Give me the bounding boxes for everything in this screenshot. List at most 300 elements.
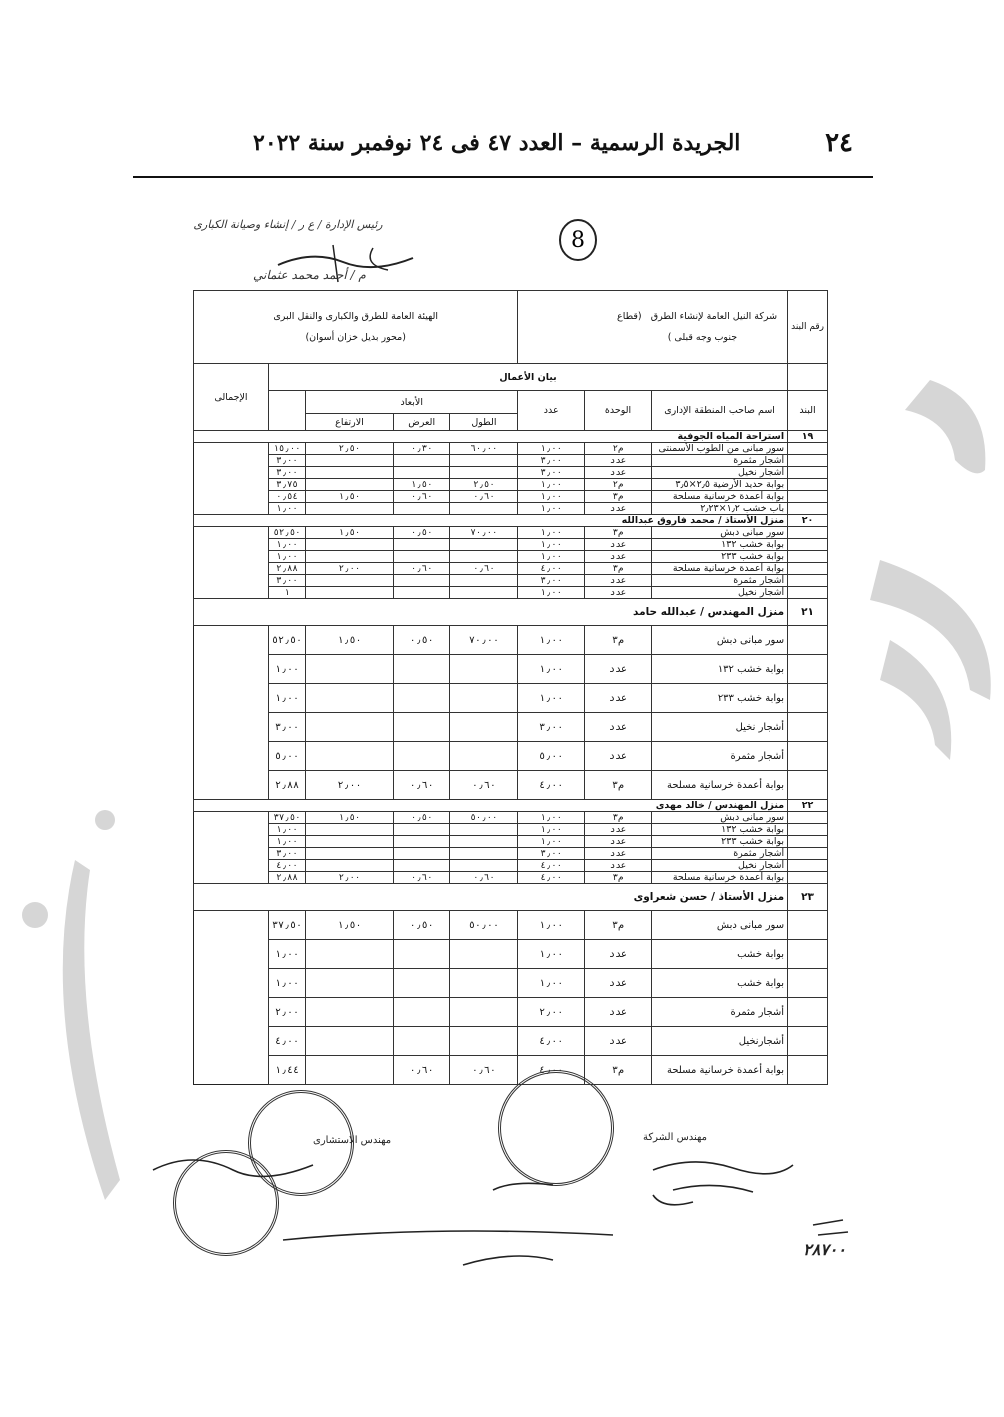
- col-unit: الوحدة: [585, 391, 652, 431]
- row-total: ٣٧٫٥٠: [268, 911, 305, 940]
- row-blank: [788, 587, 828, 599]
- row-count: ٤٫٠٠: [518, 872, 585, 884]
- row-blank: [788, 742, 828, 771]
- row-total: ١٫٠٠: [268, 824, 305, 836]
- row-blank: [788, 812, 828, 824]
- table-row: [194, 742, 828, 771]
- section-row: [194, 599, 828, 626]
- row-total: ٣٫٠٠: [268, 575, 305, 587]
- company-engineer-label: مهندس الشركة: [643, 1132, 708, 1143]
- row-height: [306, 455, 394, 467]
- table-row: [194, 551, 828, 563]
- row-description: بوابة أعمدة خرسانية مسلحة: [652, 771, 788, 800]
- row-width: [393, 539, 449, 551]
- row-count: ١٫٠٠: [518, 940, 585, 969]
- row-total: ١٫٠٠: [268, 539, 305, 551]
- col-width: العرض: [393, 414, 449, 431]
- row-description: أشجار نخيل: [652, 467, 788, 479]
- row-total: ٣٧٫٥٠: [268, 812, 305, 824]
- row-unit: عدد: [585, 998, 652, 1027]
- row-count: ٥٫٠٠: [518, 742, 585, 771]
- row-count: ١٫٠٠: [518, 812, 585, 824]
- table-row: [194, 1027, 828, 1056]
- row-length: ٠٫٦٠: [450, 491, 518, 503]
- row-length: [450, 713, 518, 742]
- table-row: [194, 860, 828, 872]
- row-unit: عدد: [585, 860, 652, 872]
- col-height: الارتفاع: [306, 414, 394, 431]
- row-width: ٠٫٥٠: [393, 527, 449, 539]
- header-row-2: [194, 391, 828, 414]
- table-row: [194, 848, 828, 860]
- row-width: [393, 742, 449, 771]
- row-width: [393, 998, 449, 1027]
- row-width: [393, 551, 449, 563]
- row-description: سور مبانى دبش: [652, 626, 788, 655]
- row-count: ١٫٠٠: [518, 539, 585, 551]
- row-length: ٥٠٫٠٠: [450, 911, 518, 940]
- row-length: [450, 455, 518, 467]
- row-count: ٢٫٠٠: [518, 998, 585, 1027]
- row-unit: عدد: [585, 539, 652, 551]
- row-width: ٠٫٦٠: [393, 771, 449, 800]
- row-description: أشجار مثمرة: [652, 998, 788, 1027]
- row-count: ٣٫٠٠: [518, 848, 585, 860]
- row-unit: عدد: [585, 824, 652, 836]
- row-count: ١٫٠٠: [518, 587, 585, 599]
- row-length: [450, 1027, 518, 1056]
- row-blank: [788, 455, 828, 467]
- row-total: ٣٫٠٠: [268, 467, 305, 479]
- row-unit: عدد: [585, 455, 652, 467]
- row-height: ١٫٥٠: [306, 911, 394, 940]
- row-blank: [788, 998, 828, 1027]
- row-count: ٤٫٠٠: [518, 1027, 585, 1056]
- table-row: [194, 587, 828, 599]
- row-unit: عدد: [585, 940, 652, 969]
- row-description: بوابة أعمدة خرسانية مسلحة: [652, 563, 788, 575]
- row-height: [306, 479, 394, 491]
- row-length: [450, 836, 518, 848]
- row-total: ٣٫٠٠: [268, 848, 305, 860]
- col-length: الطول: [450, 414, 518, 431]
- signatures-graphic: [133, 1140, 873, 1300]
- handwritten-name: م / أحمد محمد عثماني: [253, 268, 366, 282]
- row-height: [306, 1056, 394, 1085]
- row-width: ٠٫٦٠: [393, 563, 449, 575]
- row-width: ٠٫٥٠: [393, 911, 449, 940]
- row-width: [393, 1027, 449, 1056]
- page-title: الجريدة الرسمية – العدد ٤٧ فى ٢٤ نوفمبر سنة ٢٠٢٢: [253, 130, 741, 156]
- row-blank: [788, 940, 828, 969]
- row-total: ١٫٤٤: [268, 1056, 305, 1085]
- table-row: [194, 940, 828, 969]
- row-description: بوابة أعمدة خرسانية مسلحة: [652, 491, 788, 503]
- row-width: [393, 824, 449, 836]
- row-unit: م٣: [585, 563, 652, 575]
- table-row: [194, 443, 828, 455]
- table-row: [194, 911, 828, 940]
- row-height: [306, 848, 394, 860]
- row-length: ٠٫٦٠: [450, 563, 518, 575]
- row-length: [450, 575, 518, 587]
- row-height: [306, 551, 394, 563]
- row-unit: م٣: [585, 812, 652, 824]
- row-height: ٢٫٠٠: [306, 872, 394, 884]
- page-number: ٢٤: [825, 128, 853, 158]
- works-table: [193, 290, 828, 1085]
- row-length: ٠٫٦٠: [450, 1056, 518, 1085]
- row-height: [306, 836, 394, 848]
- row-unit: م٣: [585, 771, 652, 800]
- row-length: [450, 940, 518, 969]
- row-unit: م٣: [585, 1056, 652, 1085]
- row-length: [450, 467, 518, 479]
- row-blank: [788, 467, 828, 479]
- table-title-row: [194, 291, 828, 364]
- table-row: [194, 479, 828, 491]
- row-unit: عدد: [585, 503, 652, 515]
- section-number: ٢٣: [788, 884, 828, 911]
- col-total: الإجمالى: [194, 364, 269, 431]
- row-total: ٢٫٨٨: [268, 771, 305, 800]
- row-length: ٠٫٦٠: [450, 872, 518, 884]
- row-total: ١٫٠٠: [268, 969, 305, 998]
- row-total: ١: [268, 587, 305, 599]
- row-width: [393, 848, 449, 860]
- section-row: [194, 515, 828, 527]
- row-count: ١٫٠٠: [518, 836, 585, 848]
- row-width: ٠٫٥٠: [393, 626, 449, 655]
- row-total: ٤٫٠٠: [268, 860, 305, 872]
- row-width: [393, 860, 449, 872]
- table-row: [194, 969, 828, 998]
- row-length: [450, 860, 518, 872]
- row-blank: [788, 491, 828, 503]
- row-width: [393, 684, 449, 713]
- table-row: [194, 455, 828, 467]
- company-name: شركة النيل العامة لإنشاء الطرق: [650, 311, 778, 322]
- row-total: ٥٫٠٠: [268, 742, 305, 771]
- row-length: [450, 684, 518, 713]
- table-row: [194, 539, 828, 551]
- row-height: [306, 587, 394, 599]
- works-statement: بيان الأعمال: [268, 364, 787, 391]
- table-row: [194, 1056, 828, 1085]
- section-number: ٢٠: [788, 515, 828, 527]
- row-unit: م٣: [585, 626, 652, 655]
- row-count: ٤٫٠٠: [518, 860, 585, 872]
- row-description: بوابة أعمدة خرسانية مسلحة: [652, 1056, 788, 1085]
- table-row: [194, 655, 828, 684]
- col-owner: اسم صاحب المنطقة الإدارى: [652, 391, 788, 431]
- row-length: [450, 998, 518, 1027]
- row-blank: [788, 563, 828, 575]
- row-width: ٠٫٣٠: [393, 443, 449, 455]
- row-blank: [788, 836, 828, 848]
- row-width: [393, 575, 449, 587]
- row-count: ١٫٠٠: [518, 626, 585, 655]
- row-total: ٥٢٫٥٠: [268, 527, 305, 539]
- row-blank: [788, 771, 828, 800]
- row-height: ٢٫٥٠: [306, 443, 394, 455]
- row-count: ١٫٠٠: [518, 684, 585, 713]
- row-blank: [788, 848, 828, 860]
- row-height: ٢٫٠٠: [306, 563, 394, 575]
- row-height: [306, 655, 394, 684]
- row-description: سور مبانى دبش: [652, 911, 788, 940]
- row-total: ١٫٠٠: [268, 940, 305, 969]
- col-item: البند: [788, 391, 828, 431]
- row-count: ٤٫٠٠: [518, 1056, 585, 1085]
- row-height: [306, 1027, 394, 1056]
- row-height: ١٫٥٠: [306, 491, 394, 503]
- row-unit: عدد: [585, 836, 652, 848]
- row-count: ١٫٠٠: [518, 824, 585, 836]
- row-description: بوابة أعمدة خرسانية مسلحة: [652, 872, 788, 884]
- row-unit: م٢: [585, 443, 652, 455]
- row-unit: عدد: [585, 969, 652, 998]
- row-width: ٠٫٦٠: [393, 872, 449, 884]
- row-count: ١٫٠٠: [518, 479, 585, 491]
- table-row: [194, 684, 828, 713]
- row-width: [393, 713, 449, 742]
- row-description: سور مبانى من الطوب الأسمنتى: [652, 443, 788, 455]
- bottom-number: ٢٨٧٠٠: [803, 1240, 846, 1259]
- row-height: ٢٫٠٠: [306, 771, 394, 800]
- row-count: ١٫٠٠: [518, 911, 585, 940]
- row-unit: م٢: [585, 479, 652, 491]
- row-count: ١٫٠٠: [518, 969, 585, 998]
- row-unit: م٣: [585, 527, 652, 539]
- row-length: ٧٠٫٠٠: [450, 527, 518, 539]
- row-unit: م٣: [585, 491, 652, 503]
- section-number: ٢٢: [788, 800, 828, 812]
- row-total: ٠٫٥٤: [268, 491, 305, 503]
- row-blank: [788, 860, 828, 872]
- row-height: [306, 860, 394, 872]
- row-blank: [788, 824, 828, 836]
- row-description: بوابة خشب ١٣٢: [652, 655, 788, 684]
- row-description: أشجارنخيل: [652, 1027, 788, 1056]
- row-count: ٣٫٠٠: [518, 467, 585, 479]
- row-description: باب خشب ١٫٢×٢٫٢٣: [652, 503, 788, 515]
- row-total: ٤٫٠٠: [268, 1027, 305, 1056]
- sector-sub: جنوب وجه قبلى ): [667, 332, 738, 343]
- row-description: بوابة خشب ٢٣٣: [652, 551, 788, 563]
- section-title: منزل الأستاذ / محمد فاروق عبدالله: [194, 515, 788, 527]
- row-description: بوابة خشب: [652, 969, 788, 998]
- row-length: [450, 824, 518, 836]
- row-length: [450, 587, 518, 599]
- row-height: [306, 969, 394, 998]
- row-description: سور مبانى دبش: [652, 527, 788, 539]
- consultant-engineer-label: مهندس الاستشارى: [313, 1135, 392, 1146]
- section-title: استراحة المياه الجوفية: [194, 431, 788, 443]
- row-height: [306, 539, 394, 551]
- circled-number: 8: [571, 228, 585, 253]
- company-cell: [518, 291, 788, 364]
- row-length: ٧٠٫٠٠: [450, 626, 518, 655]
- row-description: أشجار نخيل: [652, 860, 788, 872]
- table-row: [194, 824, 828, 836]
- col-dims: الأبعاد: [306, 391, 518, 414]
- row-width: [393, 503, 449, 515]
- row-length: ٠٫٦٠: [450, 771, 518, 800]
- table-row: [194, 503, 828, 515]
- row-length: [450, 848, 518, 860]
- row-blank: [788, 551, 828, 563]
- row-count: ٣٫٠٠: [518, 713, 585, 742]
- row-width: ١٫٥٠: [393, 479, 449, 491]
- row-description: أشجار نخيل: [652, 587, 788, 599]
- row-total: ١٫٠٠: [268, 655, 305, 684]
- row-length: [450, 539, 518, 551]
- serial-label: رقم البند: [788, 291, 828, 364]
- row-count: ١٫٠٠: [518, 443, 585, 455]
- authority-sub: (محور بديل خزان أسوان): [305, 332, 406, 343]
- row-description: بوابة خشب ٢٣٣: [652, 684, 788, 713]
- row-blank: [788, 443, 828, 455]
- row-total: ١٫٠٠: [268, 551, 305, 563]
- row-width: [393, 836, 449, 848]
- section-title: منزل المهندس / عبدالله حامد: [194, 599, 788, 626]
- section-title: منزل المهندس / خالد مهدى: [194, 800, 788, 812]
- row-unit: عدد: [585, 742, 652, 771]
- row-blank: [788, 655, 828, 684]
- row-unit: عدد: [585, 587, 652, 599]
- sector-label: (قطاع: [617, 311, 642, 322]
- row-description: أشجار نخيل: [652, 713, 788, 742]
- row-width: [393, 467, 449, 479]
- row-total: ١٫٠٠: [268, 684, 305, 713]
- row-total: ٢٫٨٨: [268, 872, 305, 884]
- row-height: [306, 503, 394, 515]
- row-description: بوابة خشب ١٣٢: [652, 824, 788, 836]
- table-row: [194, 626, 828, 655]
- row-length: [450, 551, 518, 563]
- table-row: [194, 563, 828, 575]
- row-blank: [788, 503, 828, 515]
- row-width: ٠٫٦٠: [393, 1056, 449, 1085]
- row-height: [306, 467, 394, 479]
- table-row: [194, 872, 828, 884]
- row-total: ٢٫٨٨: [268, 563, 305, 575]
- row-description: أشجار مثمرة: [652, 742, 788, 771]
- row-total: ١٥٫٠٠: [268, 443, 305, 455]
- row-description: بوابة خشب: [652, 940, 788, 969]
- row-count: ٣٫٠٠: [518, 575, 585, 587]
- row-length: [450, 742, 518, 771]
- row-count: ٤٫٠٠: [518, 563, 585, 575]
- row-blank: [788, 872, 828, 884]
- row-description: بوابة حديد الأرضية ٢٫٥×٣٫٥: [652, 479, 788, 491]
- row-blank: [788, 684, 828, 713]
- table-row: [194, 527, 828, 539]
- row-width: [393, 587, 449, 599]
- row-total: ٣٫٠٠: [268, 713, 305, 742]
- row-width: ٠٫٦٠: [393, 491, 449, 503]
- row-length: [450, 655, 518, 684]
- row-height: [306, 575, 394, 587]
- section-title: منزل الأستاذ / حسن شعراوى: [194, 884, 788, 911]
- col-count: عدد: [518, 391, 585, 431]
- row-blank: [788, 575, 828, 587]
- row-height: ١٫٥٠: [306, 812, 394, 824]
- table-row: [194, 812, 828, 824]
- section-row: [194, 431, 828, 443]
- row-height: [306, 824, 394, 836]
- row-height: ١٫٥٠: [306, 626, 394, 655]
- table-row: [194, 575, 828, 587]
- row-length: [450, 503, 518, 515]
- row-description: سور مبانى دبش: [652, 812, 788, 824]
- row-count: ١٫٠٠: [518, 527, 585, 539]
- row-count: ٣٫٠٠: [518, 455, 585, 467]
- section-number: ٢١: [788, 599, 828, 626]
- row-length: ٦٠٫٠٠: [450, 443, 518, 455]
- row-unit: عدد: [585, 713, 652, 742]
- section-number: ١٩: [788, 431, 828, 443]
- row-height: [306, 713, 394, 742]
- circled-number-icon: [553, 215, 603, 265]
- row-total: ٣٫٧٥: [268, 479, 305, 491]
- table-row: [194, 467, 828, 479]
- row-total: ٥٢٫٥٠: [268, 626, 305, 655]
- row-total: ١٫٠٠: [268, 836, 305, 848]
- section-row: [194, 884, 828, 911]
- row-height: [306, 684, 394, 713]
- row-count: ١٫٠٠: [518, 491, 585, 503]
- row-height: [306, 940, 394, 969]
- row-length: ٢٫٥٠: [450, 479, 518, 491]
- row-blank: [788, 539, 828, 551]
- row-blank: [788, 479, 828, 491]
- row-unit: عدد: [585, 684, 652, 713]
- row-count: ٤٫٠٠: [518, 771, 585, 800]
- row-width: [393, 940, 449, 969]
- row-count: ١٫٠٠: [518, 551, 585, 563]
- table-row: [194, 713, 828, 742]
- row-blank: [788, 713, 828, 742]
- table-row: [194, 491, 828, 503]
- row-width: [393, 655, 449, 684]
- row-total: ١٫٠٠: [268, 503, 305, 515]
- row-width: [393, 969, 449, 998]
- row-length: ٥٠٫٠٠: [450, 812, 518, 824]
- authority-name: الهيئة العامة للطرق والكبارى والنقل البرى: [273, 311, 439, 322]
- row-blank: [788, 626, 828, 655]
- row-unit: م٣: [585, 911, 652, 940]
- row-length: [450, 969, 518, 998]
- row-count: ١٫٠٠: [518, 503, 585, 515]
- table-row: [194, 836, 828, 848]
- row-unit: عدد: [585, 1027, 652, 1056]
- row-description: أشجار مثمرة: [652, 575, 788, 587]
- row-blank: [788, 527, 828, 539]
- table-row: [194, 771, 828, 800]
- row-description: بوابة خشب ٢٣٣: [652, 836, 788, 848]
- row-unit: عدد: [585, 655, 652, 684]
- row-total: ٢٫٠٠: [268, 998, 305, 1027]
- scanned-document: [133, 200, 873, 1300]
- row-blank: [788, 911, 828, 940]
- authority-cell: [194, 291, 518, 364]
- row-width: [393, 455, 449, 467]
- row-unit: عدد: [585, 848, 652, 860]
- row-unit: عدد: [585, 467, 652, 479]
- row-description: أشجار مثمرة: [652, 848, 788, 860]
